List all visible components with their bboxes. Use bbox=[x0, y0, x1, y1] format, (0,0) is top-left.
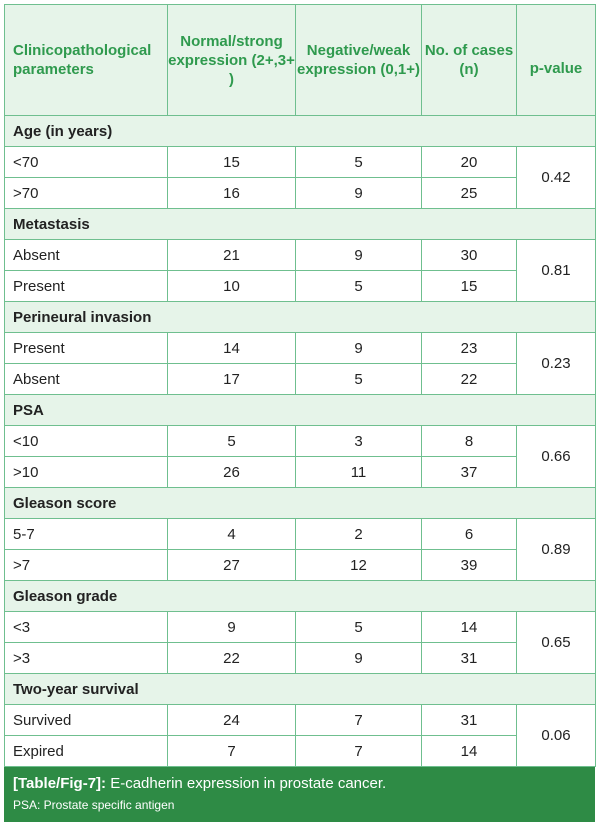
cell-cases: 39 bbox=[422, 550, 517, 581]
cell-negative: 7 bbox=[296, 736, 422, 767]
cell-normal: 5 bbox=[168, 426, 296, 457]
table-row bbox=[5, 705, 596, 736]
table-body bbox=[5, 116, 596, 767]
table-row bbox=[5, 271, 596, 302]
table-row bbox=[5, 612, 596, 643]
cell-normal: 4 bbox=[168, 519, 296, 550]
header-normal-expression: Normal/strong expression (2+,3+ ) bbox=[168, 5, 296, 116]
table-row bbox=[5, 426, 596, 457]
cell-negative: 3 bbox=[296, 426, 422, 457]
caption-text: E-cadherin expression in prostate cancer. bbox=[106, 775, 387, 792]
cell-negative: 5 bbox=[296, 147, 422, 178]
cell-negative: 11 bbox=[296, 457, 422, 488]
table-row bbox=[5, 643, 596, 674]
cell-cases: 15 bbox=[422, 271, 517, 302]
row-label: Absent bbox=[5, 240, 168, 271]
cell-normal: 14 bbox=[168, 333, 296, 364]
row-label: Survived bbox=[5, 705, 168, 736]
group-row bbox=[5, 302, 596, 333]
row-label: <10 bbox=[5, 426, 168, 457]
cell-cases: 37 bbox=[422, 457, 517, 488]
cell-negative: 9 bbox=[296, 333, 422, 364]
cell-negative: 9 bbox=[296, 643, 422, 674]
group-row bbox=[5, 395, 596, 426]
cell-negative: 9 bbox=[296, 240, 422, 271]
table-row bbox=[5, 364, 596, 395]
table-row bbox=[5, 240, 596, 271]
cell-p-value: 0.06 bbox=[517, 705, 596, 767]
row-label: Present bbox=[5, 333, 168, 364]
cell-p-value: 0.42 bbox=[517, 147, 596, 209]
cell-cases: 25 bbox=[422, 178, 517, 209]
group-row bbox=[5, 209, 596, 240]
cell-normal: 9 bbox=[168, 612, 296, 643]
header-p-value: p-value bbox=[517, 5, 596, 116]
row-label: <70 bbox=[5, 147, 168, 178]
row-label: 5-7 bbox=[5, 519, 168, 550]
cell-cases: 30 bbox=[422, 240, 517, 271]
header-cases: No. of cases (n) bbox=[422, 5, 517, 116]
cell-cases: 8 bbox=[422, 426, 517, 457]
table-row bbox=[5, 457, 596, 488]
cell-normal: 27 bbox=[168, 550, 296, 581]
cell-normal: 21 bbox=[168, 240, 296, 271]
group-title: Two-year survival bbox=[5, 674, 596, 705]
cell-negative: 2 bbox=[296, 519, 422, 550]
cell-normal: 7 bbox=[168, 736, 296, 767]
group-row bbox=[5, 581, 596, 612]
ecadherin-table bbox=[4, 4, 596, 767]
cell-normal: 17 bbox=[168, 364, 296, 395]
row-label: Present bbox=[5, 271, 168, 302]
cell-cases: 14 bbox=[422, 612, 517, 643]
cell-normal: 24 bbox=[168, 705, 296, 736]
cell-p-value: 0.89 bbox=[517, 519, 596, 581]
group-row bbox=[5, 488, 596, 519]
group-title: PSA bbox=[5, 395, 596, 426]
group-row bbox=[5, 116, 596, 147]
table-row bbox=[5, 736, 596, 767]
cell-p-value: 0.81 bbox=[517, 240, 596, 302]
cell-negative: 5 bbox=[296, 612, 422, 643]
cell-cases: 20 bbox=[422, 147, 517, 178]
cell-normal: 16 bbox=[168, 178, 296, 209]
group-row bbox=[5, 674, 596, 705]
figure-caption bbox=[4, 767, 595, 822]
cell-normal: 22 bbox=[168, 643, 296, 674]
cell-p-value: 0.65 bbox=[517, 612, 596, 674]
table-row bbox=[5, 519, 596, 550]
table-figure bbox=[4, 4, 595, 822]
cell-p-value: 0.23 bbox=[517, 333, 596, 395]
table-row bbox=[5, 550, 596, 581]
cell-negative: 12 bbox=[296, 550, 422, 581]
cell-cases: 6 bbox=[422, 519, 517, 550]
row-label: >7 bbox=[5, 550, 168, 581]
cell-negative: 9 bbox=[296, 178, 422, 209]
header-negative-expression: Negative/weak expression (0,1+) bbox=[296, 5, 422, 116]
row-label: Expired bbox=[5, 736, 168, 767]
cell-p-value: 0.66 bbox=[517, 426, 596, 488]
caption-footnote: PSA: Prostate specific antigen bbox=[13, 798, 175, 812]
group-title: Metastasis bbox=[5, 209, 596, 240]
cell-normal: 15 bbox=[168, 147, 296, 178]
row-label: >70 bbox=[5, 178, 168, 209]
row-label: Absent bbox=[5, 364, 168, 395]
group-title: Age (in years) bbox=[5, 116, 596, 147]
group-title: Gleason grade bbox=[5, 581, 596, 612]
cell-cases: 22 bbox=[422, 364, 517, 395]
row-label: <3 bbox=[5, 612, 168, 643]
row-label: >10 bbox=[5, 457, 168, 488]
cell-cases: 23 bbox=[422, 333, 517, 364]
cell-normal: 10 bbox=[168, 271, 296, 302]
cell-cases: 14 bbox=[422, 736, 517, 767]
cell-cases: 31 bbox=[422, 643, 517, 674]
group-title: Gleason score bbox=[5, 488, 596, 519]
cell-negative: 7 bbox=[296, 705, 422, 736]
group-title: Perineural invasion bbox=[5, 302, 596, 333]
cell-cases: 31 bbox=[422, 705, 517, 736]
cell-negative: 5 bbox=[296, 271, 422, 302]
table-row bbox=[5, 333, 596, 364]
cell-negative: 5 bbox=[296, 364, 422, 395]
table-row bbox=[5, 147, 596, 178]
cell-normal: 26 bbox=[168, 457, 296, 488]
row-label: >3 bbox=[5, 643, 168, 674]
table-row bbox=[5, 178, 596, 209]
caption-label: [Table/Fig-7]: bbox=[13, 775, 107, 792]
header-row bbox=[5, 5, 596, 116]
header-parameters: Clinicopathological parameters bbox=[5, 5, 168, 116]
